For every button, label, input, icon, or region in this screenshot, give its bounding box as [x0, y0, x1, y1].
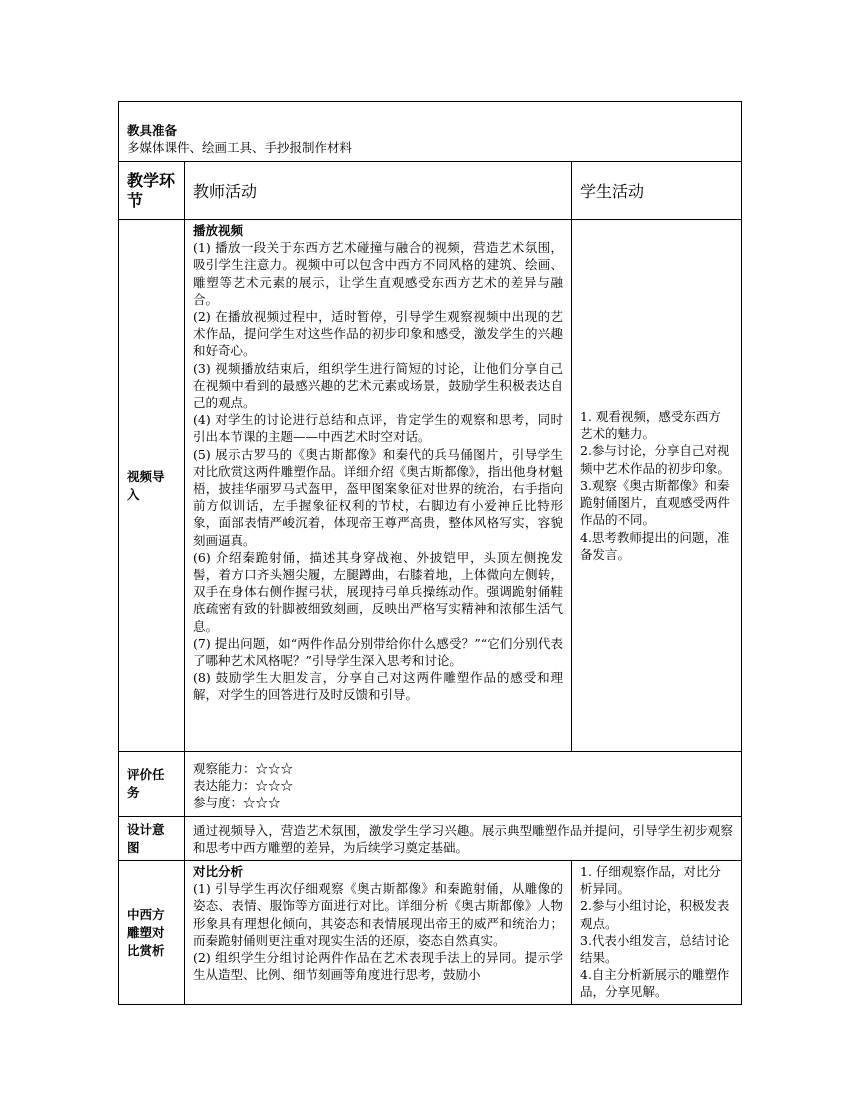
compare-teacher-cell — [185, 861, 572, 1005]
compare-row — [119, 861, 742, 1005]
design-cell — [185, 817, 742, 861]
video-student-1: 1. 观看视频，感受东西方艺术的魅力。 — [580, 409, 721, 442]
eval-line-3: 参与度：☆☆☆ — [193, 795, 281, 811]
design-row — [119, 817, 742, 861]
video-para-5: (5) 展示古罗马的《奥古斯都像》和秦代的兵马俑图片，引导学生对比欣赏这两件雕塑作品。详细介绍《奥古斯都像》，指出他身材魁梧，披挂华丽罗马式盔甲，盔甲图案象征对世界的统治，右手指向前方似训话，左手握象征权利的节杖，右脚边有小爱神丘比特形象，面部表情严峻沉着，体现帝王尊严高贵，整体风格写实，容貌刻画逼真。 — [193, 446, 563, 548]
eval-line-1: 观察能力：☆☆☆ — [193, 761, 294, 776]
compare-student-1: 1. 仔细观察作品，对比分析异同。 — [580, 864, 721, 897]
compare-student-cell — [572, 861, 742, 1005]
prep-cell — [119, 102, 742, 162]
video-para-8: (8) 鼓励学生大胆发言，分享自己对这两件雕塑作品的感受和理解，对学生的回答进行及时反馈和引导。 — [193, 670, 563, 703]
video-student-3: 3.观察《奥古斯都像》和秦跪射俑图片，直观感受两件作品的不同。 — [580, 477, 731, 528]
compare-para-2: (2) 组织学生分组讨论两件作品在艺术表现手法上的异同。提示学生从造型、比例、细节刻画等角度进行思考，鼓励小 — [193, 950, 563, 983]
video-para-3: (3) 视频播放结束后，组织学生进行简短的讨论，让他们分享自己在视频中看到的最感兴趣的艺术元素或场景，鼓励学生积极表达自己的观点。 — [193, 360, 563, 411]
compare-para-1: (1) 引导学生再次仔细观察《奥古斯都像》和秦跪射俑，从雕像的姿态、表情、服饰等方面进行对比。详细分析《奥古斯都像》人物形象具有理想化倾向，其姿态和表情展现出帝王的威严和统治力；而秦跪射俑则更注重对现实生活的还原，姿态自然真实。 — [193, 881, 563, 948]
video-para-4: (4) 对学生的讨论进行总结和点评，肯定学生的观察和思考，同时引出本节课的主题——中西艺术时空对话。 — [193, 412, 563, 445]
compare-label: 中西方雕塑对比赏析 — [119, 861, 185, 1005]
video-student-cell — [572, 220, 742, 752]
header-stage: 教学环节 — [119, 162, 185, 220]
eval-label: 评价任务 — [119, 752, 185, 817]
eval-row — [119, 752, 742, 817]
compare-title: 对比分析 — [193, 864, 244, 879]
video-para-1: (1) 播放一段关于东西方艺术碰撞与融合的视频，营造艺术氛围，吸引学生注意力。视频中可以包含中西方不同风格的建筑、绘画、雕塑等艺术元素的展示，让学生直观感受东西方艺术的差异与融合。 — [193, 240, 563, 307]
prep-text: 多媒体课件、绘画工具、手抄报制作材料 — [127, 140, 353, 155]
video-row — [119, 220, 742, 752]
header-row — [119, 162, 742, 220]
video-para-6: (6) 介绍秦跪射俑，描述其身穿战袍、外披铠甲，头顶左侧挽发髻，着方口齐头翘尖履，左腿蹲曲，右膝着地，上体微向左侧转，双手在身体右侧作握弓状，展现持弓单兵操练动作。强调跪射俑鞋底疏密有致的针脚被细致刻画，反映出严格写实精神和浓郁生活气息。 — [193, 549, 563, 634]
design-label: 设计意图 — [119, 817, 185, 861]
video-label: 视频导入 — [119, 220, 185, 752]
design-text: 通过视频导入，营造艺术氛围，激发学生学习兴趣。展示典型雕塑作品并提问，引导学生初步观察和思考中西方雕塑的差异，为后续学习奠定基础。 — [193, 823, 733, 856]
video-teacher-cell — [185, 220, 572, 752]
compare-student-2: 2.参与小组讨论，积极发表观点。 — [580, 898, 730, 931]
compare-student-3: 3.代表小组发言，总结讨论结果。 — [580, 932, 730, 966]
lesson-plan-page — [118, 101, 741, 1005]
video-student-2: 2.参与讨论，分享自己对视频中艺术作品的初步印象。 — [580, 443, 731, 476]
header-teacher: 教师活动 — [185, 162, 572, 220]
header-student: 学生活动 — [572, 162, 742, 220]
video-title: 播放视频 — [193, 223, 244, 238]
compare-student-4: 4.自主分析新展示的雕塑作品，分享见解。 — [580, 967, 730, 1000]
video-student-4: 4.思考教师提出的问题，准备发言。 — [580, 529, 730, 562]
prep-title: 教具准备 — [127, 123, 178, 138]
eval-line-2: 表达能力：☆☆☆ — [193, 778, 294, 794]
lesson-plan-table — [118, 101, 742, 1005]
eval-cell — [185, 752, 742, 817]
video-para-2: (2) 在播放视频过程中，适时暂停，引导学生观察视频中出现的艺术作品，提问学生对这些作品的初步印象和感受，激发学生的兴趣和好奇心。 — [193, 309, 563, 359]
video-para-7: (7) 提出问题，如“两件作品分别带给你什么感受？”“它们分别代表了哪种艺术风格呢？”引导学生深入思考和讨论。 — [193, 635, 563, 669]
prep-row — [119, 102, 742, 162]
